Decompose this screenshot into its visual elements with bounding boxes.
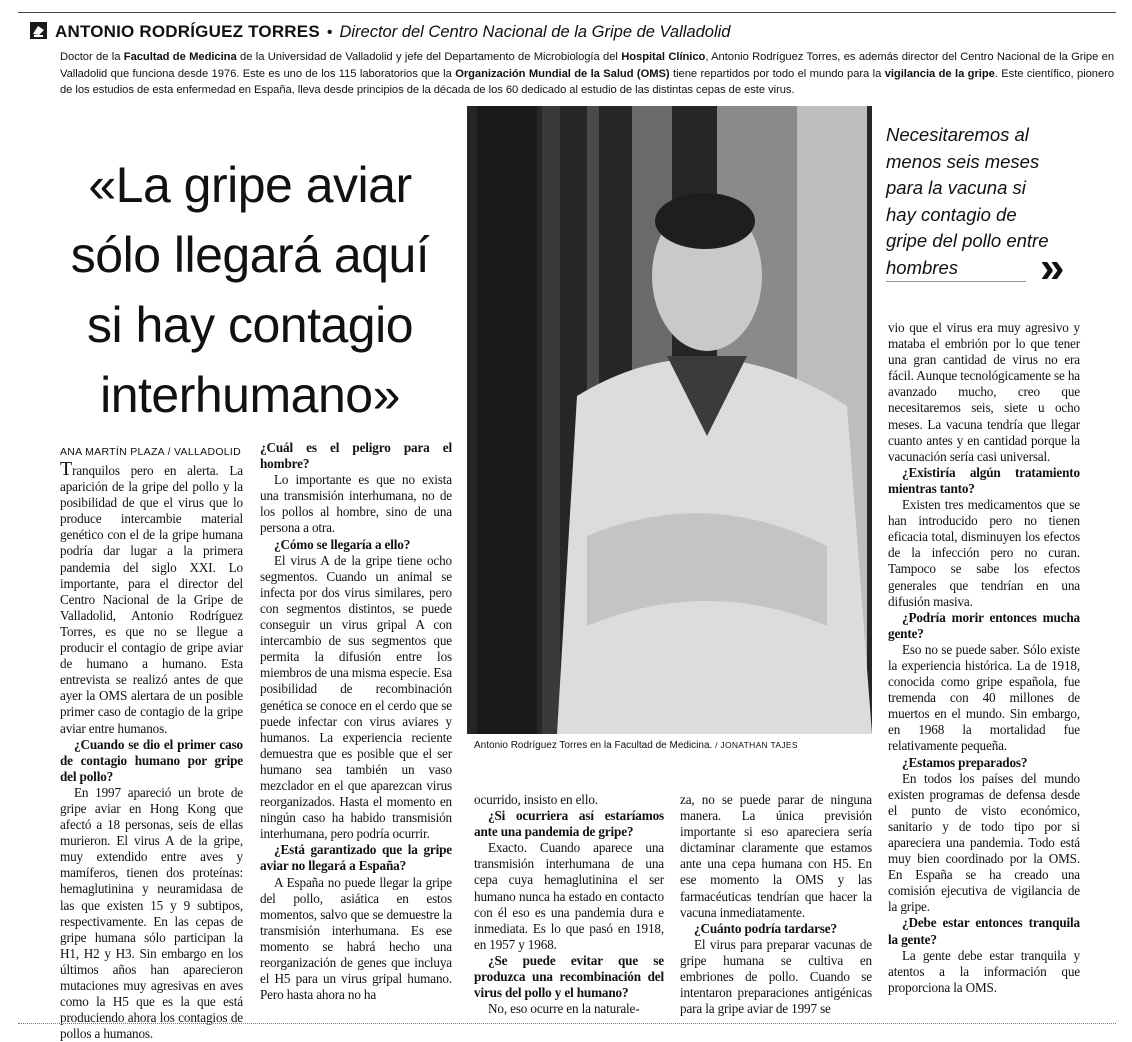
section-logo xyxy=(30,22,47,39)
question: ¿Cómo se llegaría a ello? xyxy=(274,536,411,552)
question: ¿Si ocurriera así estaríamos ante una pandemia de gripe? xyxy=(474,808,664,840)
answer: No, eso ocurre en la naturale- xyxy=(488,1001,640,1017)
answer: La gente debe estar tranquila y atentos a la información que proporciona la OMS. xyxy=(888,947,1080,995)
top-rule xyxy=(18,12,1116,13)
answer-continued: ocurrido, insisto en ello. xyxy=(474,792,598,807)
pull-quote-underline xyxy=(886,281,1026,282)
pull-quote-line: hombres xyxy=(886,256,958,278)
intro-bold: Hospital Clínico xyxy=(621,51,706,63)
question: ¿Debe estar entonces tranquila la gente? xyxy=(888,915,1080,947)
intro-bold: vigilancia de la gripe xyxy=(884,67,995,80)
pull-quote-line: para la vacuna si xyxy=(886,177,1026,198)
pull-quote-mark: » xyxy=(1040,243,1065,292)
answer: En todos los países del mundo existen programas de defensa desde el punto de visto económico, sanitario y de todo tipo por si apareciera una pandemia. Todo está muy bien coordinado por la OMS. En España se ha creado una comisión ejecutiva de vigilancia de la gripe. xyxy=(888,770,1080,915)
headline xyxy=(50,150,450,430)
drop-cap: T xyxy=(60,458,73,480)
photo-caption xyxy=(474,740,874,751)
pull-quote-line: menos seis meses xyxy=(886,150,1040,172)
answer-continued: vio que el virus era muy agresivo y mataba el embrión por lo que tener una gran cantidad de virus no era fácil. Aunque tecnológicamente se ha avanzado mucho, creo que necesitaremos seis, siete u ocho meses. La vacuna tendría que llegar cuanto antes y en cantidad porque la vacunación sería casi universal. xyxy=(888,320,1080,464)
article-column-3 xyxy=(474,792,664,1017)
lead-paragraph xyxy=(60,458,243,737)
bottom-rule xyxy=(18,1023,1116,1024)
interviewee-role: Director del Centro Nacional de la Gripe de Valladolid xyxy=(339,23,731,41)
question: ¿Está garantizado que la gripe aviar no llegará a España? xyxy=(260,842,452,874)
byline: ANA MARTÍN PLAZA / VALLADOLID xyxy=(60,446,242,458)
answer: En 1997 apareció un brote de gripe aviar en Hong Kong que afectó a 18 personas, seis de ellas murieron. El virus A de la gripe, muy extendido entre aves y mamíferos, tienen dos proteínas: hemaglutinina y neuramidasa de las que existen 15 y 9 subtipos, respectivamente. En las cepas de gripe humana sólo participan la H1, H2 y H3. Sin embargo en los últimos años han aparecieron mutaciones muy agresivas en aves como la H5 que es la que está produciendo ahora los contagios de pollos a humanos. xyxy=(60,784,243,1042)
pull-quote-line: Necesitaremos al xyxy=(886,124,1029,145)
pull-quote xyxy=(886,122,1116,281)
pull-quote-line: gripe del pollo entre xyxy=(886,230,1049,251)
header-bar xyxy=(30,22,1120,46)
article-column-5 xyxy=(888,320,1080,996)
headline-line: interhumano» xyxy=(100,367,400,423)
intro-text: . Este científico, pionero de los estudios de esta enfermedad en España, lleva desde principios de la década de los 60 dedicado al estudio de las distintas cepas de este virus. xyxy=(60,67,1114,96)
headline-line: «La gripe aviar xyxy=(88,157,412,213)
answer-continued: za, no se puede parar de ninguna manera. La única previsión importante si eso apareciera sería dictaminar claramente que estamos ante una cepa humana con H5. En ese momento la OMS y las farmacéuticas tendrían que hacer la vacuna inmediatamente. xyxy=(680,792,872,920)
portrait-photo xyxy=(467,106,872,734)
caption-text: Antonio Rodríguez Torres en la Facultad de Medicina. xyxy=(474,740,713,751)
pull-quote-line: hay contagio de xyxy=(886,203,1017,225)
intro-text: de la Universidad de Valladolid y jefe del Departamento de Microbiología del xyxy=(236,51,622,63)
question: ¿Podría morir entonces mucha gente? xyxy=(888,609,1080,641)
article-column-1 xyxy=(60,458,243,1042)
question: ¿Cuando se dio el primer caso de contagio humano por gripe del pollo? xyxy=(60,736,243,784)
intro-text: , Antonio Rodríguez Torres, es además director del Centro Nacional de la Gripe en Valladolid que funciona desde 1976. Este es uno de los 115 laboratorios que la xyxy=(60,51,1114,80)
question: ¿Cuál es el peligro para el hombre? xyxy=(260,440,452,472)
intro-text: Doctor de la xyxy=(60,51,124,63)
intro-paragraph xyxy=(60,49,1114,99)
header-bullet: • xyxy=(326,24,333,41)
article-column-4 xyxy=(680,792,872,1017)
question: ¿Existiría algún tratamiento mientras tanto? xyxy=(888,464,1080,496)
intro-text: tiene repartidos por todo el mundo para la xyxy=(669,67,885,80)
headline-line: si hay contagio xyxy=(86,297,414,353)
headline-line: sólo llegará aquí xyxy=(70,227,430,283)
article-column-2 xyxy=(260,440,452,1003)
interviewee-name: ANTONIO RODRÍGUEZ TORRES xyxy=(55,22,320,41)
photo-credit: / JONATHAN TAJES xyxy=(715,740,798,750)
answer: Exacto. Cuando aparece una transmisión interhumana de una cepa cuya hemaglutinina el ser humano nunca ha estado en contacto con él eso es una pandemia dura e inmediata. Es lo que pasó en 1918, en 1957 y 1968. xyxy=(474,840,664,952)
answer: Existen tres medicamentos que se han introducido pero no tienen eficacia total, disminuyen los efectos de la infección pero no curan. Tampoco se sabe los efectos generales que tendrían en una difusión masiva. xyxy=(888,497,1080,609)
answer: El virus A de la gripe tiene ocho segmentos. Cuando un animal se infecta por dos virus similares, pero con segmentos distintos, se puede conseguir un virus gripal A con intercambio de sus segmentos que permita la difusión entre los miembros de una misma especie. Esa posibilidad de recombinación genética se conoce en el cerdo que se puede infectar con virus aviares y humanos. La experiencia reciente demuestra que es posible que el ser humano sea también un vaso mezclador en el que aparezcan virus reorganizados. Hasta el momento en ningún caso ha habido transmisión interhumana, pero podría ocurrir. xyxy=(260,552,452,842)
answer: El virus para preparar vacunas de gripe humana se cultiva en embriones de pollo. Cuando se intentaron preparaciones antigénicas para la gripe aviar de 1997 se xyxy=(680,936,872,1017)
question: ¿Cuánto podría tardarse? xyxy=(694,920,837,936)
answer: A España no puede llegar la gripe del pollo, asiática en estos momentos, salvo que se demuestre la transmisión interhumana. Es ese momento se habrá hecho una reorganización de genes que incluya el H5 para un virus gripal humano. Pero hasta ahora no ha xyxy=(260,874,452,1003)
question: ¿Se puede evitar que se produzca una recombinación del virus del pollo y el humano? xyxy=(474,952,664,1001)
answer: Eso no se puede saber. Sólo existe la experiencia histórica. La de 1918, conocida como gripe española, fue tremenda con 40 millones de muertos en el mundo. Sin embargo, en 1968 la mortalidad fue relativamente pequeña. xyxy=(888,641,1080,754)
answer: Lo importante es que no exista una transmisión interhumana, no de los pollos al hombre, sino de una persona a otra. xyxy=(260,472,452,536)
intro-bold: Facultad de Medicina xyxy=(123,51,237,63)
intro-bold: Organización Mundial de la Salud (OMS) xyxy=(455,67,670,80)
paragraph-text: ranquilos pero en alerta. La aparición de la gripe del pollo y la posibilidad de que el virus que lo produce intercambie material genético con el de la gripe humana podría dar lugar a la primera pandemia del siglo XXI. Lo importante, para el director del Centro Nacional de la Gripe de Valladolid, Antonio Rodríguez Torres, es que no se llegue a producir el contagio de gripe aviar de humano a humano. Esta entrevista se realizó antes de que ayer la OMS alertara de un posible primer caso de contagio de la gripe aviar entre humanos. xyxy=(60,463,243,736)
question: ¿Estamos preparados? xyxy=(902,754,1028,770)
